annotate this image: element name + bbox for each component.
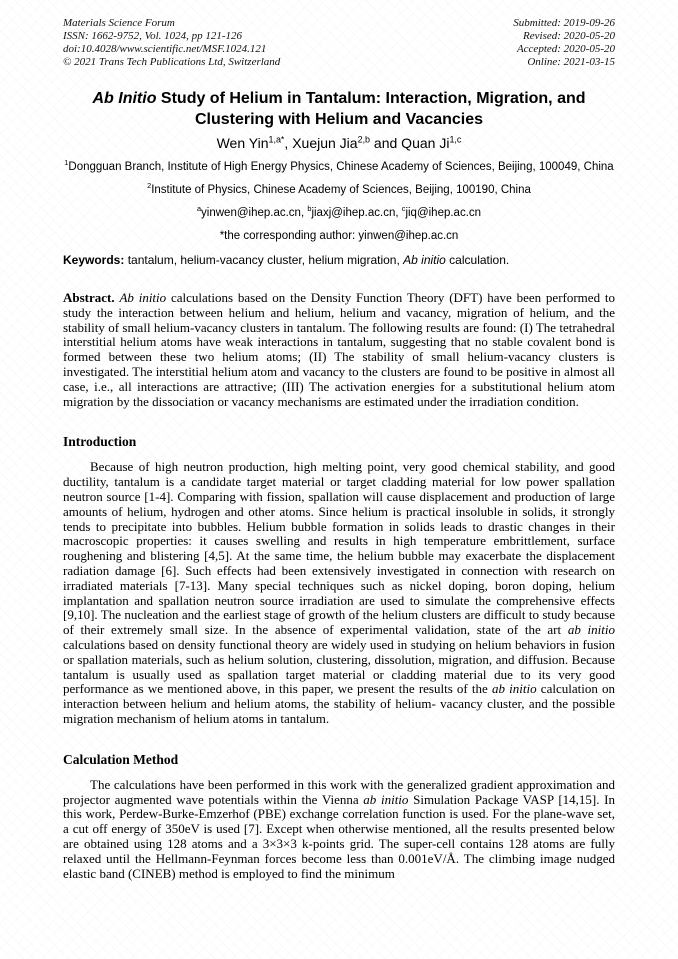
journal-name: Materials Science Forum	[63, 17, 175, 29]
author-line: Wen Yin$^{1,a*}$, Xuejun Jia$^{2,b}$ and Quan Ji$^{1,c}$	[216, 134, 462, 151]
section-heading-calculation-method: Calculation Method	[63, 751, 179, 767]
accepted-date: Accepted: 2020-05-20	[516, 43, 615, 55]
affiliation-line-2: $^2$Institute of Physics, Chinese Academy of Sciences, Beijing, 100190, China	[147, 181, 531, 196]
submitted-date: Submitted: 2019-09-26	[513, 17, 615, 29]
author-emails-line: $^a$yinwen@ihep.ac.cn, $^b$jiaxj@ihep.ac.cn, $^c$jiq@ihep.ac.cn	[196, 204, 482, 219]
journal-copyright: © 2021 Trans Tech Publications Ltd, Switzerland	[63, 56, 281, 68]
journal-doi: doi:10.4028/www.scientific.net/MSF.1024.121	[63, 43, 267, 55]
online-date: Online: 2021-03-15	[527, 56, 615, 68]
abstract-paragraph: Abstract. Ab initio calculations based on the Density Function Theory (DFT) have been performed to study the interaction between helium and helium, helium and vacancy, migration of helium, and the stability of small helium-vacancy clusters in tantalum. The following results are found: (I) The tetrahedral interstitial helium atoms have weak interactions in tantalum, suggesting that no stable covalent bond is formed between these two helium atoms; (II) The stability of small helium-vacancy clusters is investigated. The interstitial helium atom and vacancy to the clusters are found to be positive in almost all case, i.e., all interactions are attractive; (III) The activation energies for a substitutional helium atom migration by the dissociation or vacancy mechanisms are estimated under the irradiation condition.	[63, 290, 615, 409]
journal-header	[63, 17, 615, 69]
keywords-line: Keywords: tantalum, helium-vacancy cluster, helium migration, Ab initio calculation.	[63, 253, 510, 267]
submission-dates	[513, 17, 615, 69]
corresponding-author-line: *the corresponding author: yinwen@ihep.ac.cn	[219, 230, 459, 242]
journal-info	[63, 17, 280, 69]
affiliations-block	[63, 158, 615, 243]
introduction-paragraph: Because of high neutron production, high melting point, very good chemical stability, and good ductility, tantalum is a candidate target material or target cladding material for low power spallation neutron source [1-4]. Comparing with fission, spallation will cause displacement and production of large amounts of helium, hydrogen and other atoms. Since helium is practical insoluble in solids, it strongly tends to precipitate into bubbles. Helium bubble formation in solids leads to drastic changes in their macroscopic properties: it causes swelling and results in high temperature embrittlement, surface roughening and blistering [4,5]. At the same time, the helium bubble may exacerbate the displacement radiation damage [6]. Such effects had been extensively investigated in connection with research on irradiated materials [7-13]. Many special techniques such as nickel doping, boron doping, helium implantation and spallation neutron source irradiation are used to simulate the comprehensive effects [9,10]. The nucleation and the earliest stage of growth of the helium clusters are difficult to study because of their extremely small size. In the absence of experimental validation, state of the art ab initio calculations based on density functional theory are widely used in studying on helium behaviors in fusion or spallation materials, such as helium solution, clustering, dissolution, migration, and diffusion. Because tantalum is usually used as spallation target material or cladding material due to its very good performance as we mentioned above, in this paper, we present the results of the ab initio calculation on interaction between helium and helium atoms, the stability of helium- vacancy cluster, and the possible migration mechanism of helium atoms in tantalum.	[63, 459, 615, 726]
affiliation-line-1: $^1$Dongguan Branch, Institute of High Energy Physics, Chinese Academy of Sciences, Beijing, 100049, China	[64, 158, 614, 173]
journal-issn-volume: ISSN: 1662-9752, Vol. 1024, pp 121-126	[63, 30, 243, 42]
calculation-method-paragraph: The calculations have been performed in this work with the generalized gradient approximation and projector augmented wave potentials within the Vienna ab initio Simulation Package VASP [14,15]. In this work, Perdew-Burke-Emzerhof (PBE) exchange correlation function is used. For the plane-wave set, a cut off energy of 350eV is used [7]. Except when otherwise mentioned, all the results presented below are obtained using 128 atoms and a 3×3×3 k-points grid. The super-cell contains 128 atoms are fully relaxed until the Hellmann-Feynman forces become less than 0.001eV/Å. The climbing image nudged elastic band (CINEB) method is employed to find the minimum	[63, 776, 615, 881]
section-heading-introduction: Introduction	[63, 434, 137, 450]
revised-date: Revised: 2020-05-20	[523, 30, 615, 42]
paper-title: Ab Initio Study of Helium in Tantalum: Interaction, Migration, and Clustering with Helium and Vacancies	[92, 90, 586, 128]
